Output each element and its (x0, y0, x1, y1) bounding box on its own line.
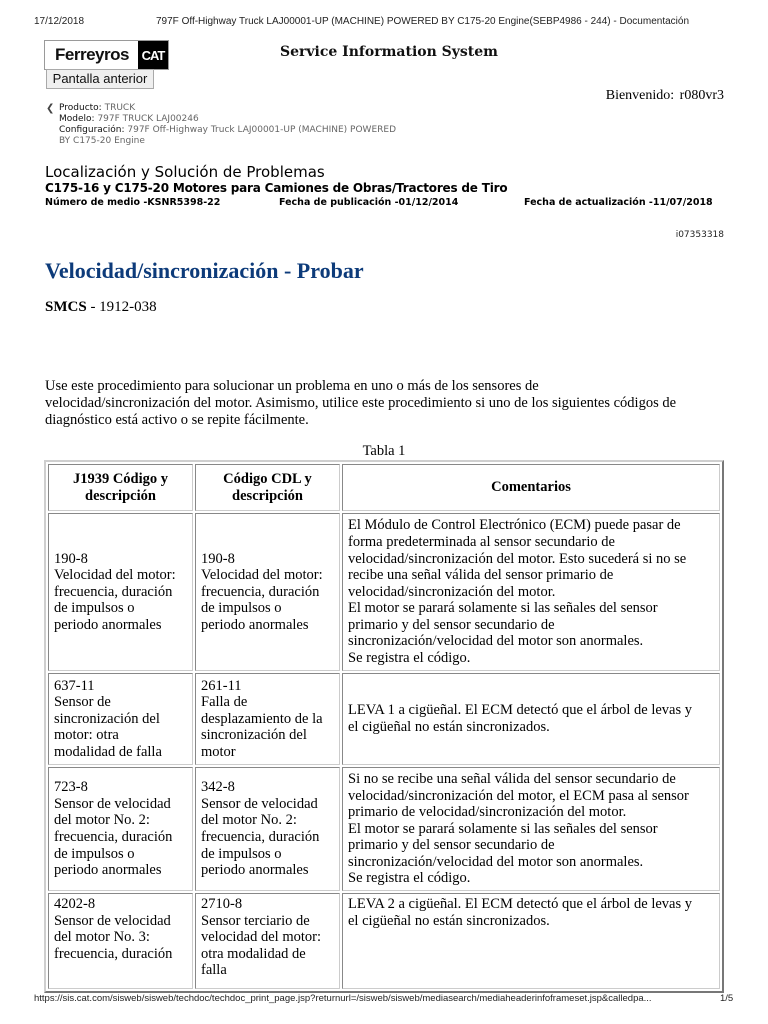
comment-line: velocidad/sincronización del motor. (348, 583, 556, 600)
description-line: de impulsos o (54, 845, 135, 862)
description-line: periodo anormales (54, 862, 162, 879)
description-line: periodo anormales (201, 616, 309, 633)
column-header-cdl: Código CDL y descripción (195, 464, 340, 511)
intro-line: Use este procedimiento para solucionar un problema en uno o más de los sensores de (45, 378, 539, 394)
description-line: de impulsos o (54, 600, 135, 617)
cdl-cell (195, 767, 340, 891)
username: r080vr3 (679, 88, 724, 103)
column-header-j1939: J1939 Código y descripción (48, 464, 193, 511)
table-row (48, 893, 720, 989)
comments-cell (342, 513, 720, 671)
page-url: https://sis.cat.com/sisweb/sisweb/techdoc/techdoc_print_page.jsp?returnurl=/sisweb/sisweb/mediasearch/mediaheaderinfoframeset.jsp&calledpa... (34, 993, 652, 1004)
system-title: Service Information System (280, 44, 498, 60)
configuration-label: Configuración: (59, 125, 125, 135)
model-value: 797F TRUCK LAJ00246 (97, 114, 199, 124)
description-line: Falla de (201, 694, 248, 711)
configuration-value-cont: BY C175-20 Engine (59, 136, 145, 146)
description-line: Velocidad del motor: (201, 567, 323, 584)
description-line: frecuencia, duración (54, 945, 173, 962)
description-line: otra modalidad de (201, 945, 306, 962)
welcome-message (604, 88, 724, 104)
code: 723-8 (54, 779, 88, 796)
description-line: sincronización del (54, 710, 160, 727)
diagnostic-codes-table (44, 460, 724, 993)
document-id: i07353318 (675, 230, 724, 240)
cdl-cell (195, 673, 340, 765)
table-row (48, 673, 720, 765)
comment-line: LEVA 1 a cigüeñal. El ECM detectó que el árbol de levas y (348, 702, 693, 719)
update-date: Fecha de actualización -11/07/2018 (524, 197, 713, 208)
product-row (46, 103, 446, 114)
table-caption: Tabla 1 (362, 443, 406, 459)
code: 342-8 (201, 779, 235, 796)
table-header-row (48, 464, 720, 511)
welcome-label: Bienvenido: (605, 88, 675, 103)
configuration-row (46, 125, 446, 136)
document-subheading: C175-16 y C175-20 Motores para Camiones de Obras/Tractores de Tiro (45, 181, 508, 195)
configuration-value: 797F Off-Highway Truck LAJ00001-UP (MACHINE) POWERED (127, 125, 396, 135)
code: 190-8 (54, 550, 88, 567)
model-label: Modelo: (59, 114, 95, 124)
comment-line: primario y del sensor secundario de (348, 616, 555, 633)
comment-line: el cigüeñal no están sincronizados. (348, 719, 550, 735)
comment-line: recibe una señal válida del sensor primario de (348, 567, 614, 584)
description-line: del motor No. 2: (54, 812, 150, 829)
description-line: frecuencia, duración (201, 583, 320, 600)
code: 637-11 (54, 677, 95, 694)
comment-line: primario de velocidad/sincronización del motor. (348, 804, 627, 821)
description-line: del motor No. 2: (201, 812, 297, 829)
description-line: periodo anormales (201, 862, 309, 879)
description-line: frecuencia, duración (54, 583, 173, 600)
code: 4202-8 (54, 896, 96, 912)
cat-logo-icon: CAT (138, 41, 168, 69)
intro-paragraph (45, 378, 730, 429)
comment-line: El Módulo de Control Electrónico (ECM) puede pasar de (348, 517, 681, 534)
code: 190-8 (201, 550, 235, 567)
document-header (45, 163, 730, 210)
j1939-cell (48, 513, 193, 671)
table-row (48, 513, 720, 671)
description-line: falla (201, 962, 227, 979)
description-line: modalidad de falla (54, 743, 162, 760)
description-line: frecuencia, duración (54, 829, 173, 845)
dealer-logo[interactable] (44, 40, 169, 70)
comment-line: Si no se recibe una señal válida del sensor secundario de (348, 770, 676, 787)
table-row (48, 767, 720, 891)
comment-line: El motor se parará solamente si las señales del sensor (348, 820, 658, 837)
comment-line: El motor se parará solamente si las señales del sensor (348, 600, 658, 617)
intro-line: velocidad/sincronización del motor. Asimismo, utilice este procedimiento si uno de los siguientes códigos de (45, 395, 677, 411)
page-number: 1/5 (720, 993, 734, 1004)
column-header-comments: Comentarios (342, 464, 720, 511)
comments-cell (342, 893, 720, 989)
comments-cell (342, 767, 720, 891)
comment-line: primario y del sensor secundario de (348, 837, 555, 854)
chevron-left-icon[interactable]: ❮ (46, 103, 55, 114)
description-line: del motor No. 3: (54, 929, 150, 946)
description-line: desplazamiento de la (201, 710, 323, 727)
comment-line: LEVA 2 a cigüeñal. El ECM detectó que el árbol de levas y (348, 896, 693, 912)
previous-screen-button[interactable]: Pantalla anterior (46, 69, 154, 89)
configuration-row-cont (46, 136, 446, 147)
description-line: motor: otra (54, 727, 119, 744)
comment-line: forma predeterminada al sensor secundario de (348, 533, 615, 550)
product-label: Producto: (59, 103, 102, 113)
comment-line: el cigüeñal no están sincronizados. (348, 912, 550, 929)
product-info-panel (46, 103, 446, 147)
smcs-label: SMCS (45, 299, 87, 315)
print-document-title: 797F Off-Highway Truck LAJ00001-UP (MACHINE) POWERED BY C175-20 Engine(SEBP4986 - 244) - Documentación (156, 16, 690, 27)
media-number: Número de medio -KSNR5398-22 (45, 197, 221, 208)
comments-cell (342, 673, 720, 765)
page-title: Velocidad/sincronización - Probar (45, 258, 364, 283)
code: 261-11 (201, 677, 242, 694)
comment-line: velocidad/sincronización del motor, el ECM pasa al sensor (348, 787, 689, 804)
description-line: de impulsos o (201, 845, 282, 862)
smcs-code (45, 299, 157, 316)
description-line: Velocidad del motor: (54, 567, 176, 584)
cdl-cell (195, 513, 340, 671)
comment-line: velocidad/sincronización del motor. Esto sucederá si no se (348, 550, 687, 567)
print-date: 17/12/2018 (34, 16, 85, 27)
code: 2710-8 (201, 896, 243, 912)
j1939-cell (48, 893, 193, 989)
document-heading: Localización y Solución de Problemas (45, 163, 325, 181)
description-line: Sensor de velocidad (201, 795, 318, 812)
description-line: Sensor terciario de (201, 912, 310, 929)
comment-line: sincronización/velocidad del motor son anormales. (348, 633, 644, 650)
description-line: Sensor de (54, 694, 111, 711)
document-meta (45, 196, 730, 210)
publication-date: Fecha de publicación -01/12/2014 (279, 197, 459, 208)
comment-line: Se registra el código. (348, 650, 471, 667)
comment-line: sincronización/velocidad del motor son anormales. (348, 853, 644, 870)
smcs-value: - 1912-038 (86, 299, 157, 315)
product-value: TRUCK (104, 103, 136, 113)
ferreyros-logo-text: Ferreyros (55, 45, 129, 64)
intro-line: diagnóstico está activo o se repite fácilmente. (45, 412, 309, 428)
description-line: velocidad del motor: (201, 929, 321, 946)
description-line: Sensor de velocidad (54, 795, 171, 812)
description-line: periodo anormales (54, 616, 162, 633)
cdl-cell (195, 893, 340, 989)
print-header (0, 16, 768, 30)
j1939-cell (48, 673, 193, 765)
comment-line: Se registra el código. (348, 870, 471, 887)
j1939-cell (48, 767, 193, 891)
model-row (46, 114, 446, 125)
description-line: Sensor de velocidad (54, 912, 171, 929)
description-line: sincronización del (201, 727, 307, 744)
description-line: motor (201, 743, 236, 760)
description-line: de impulsos o (201, 600, 282, 617)
description-line: frecuencia, duración (201, 829, 320, 845)
